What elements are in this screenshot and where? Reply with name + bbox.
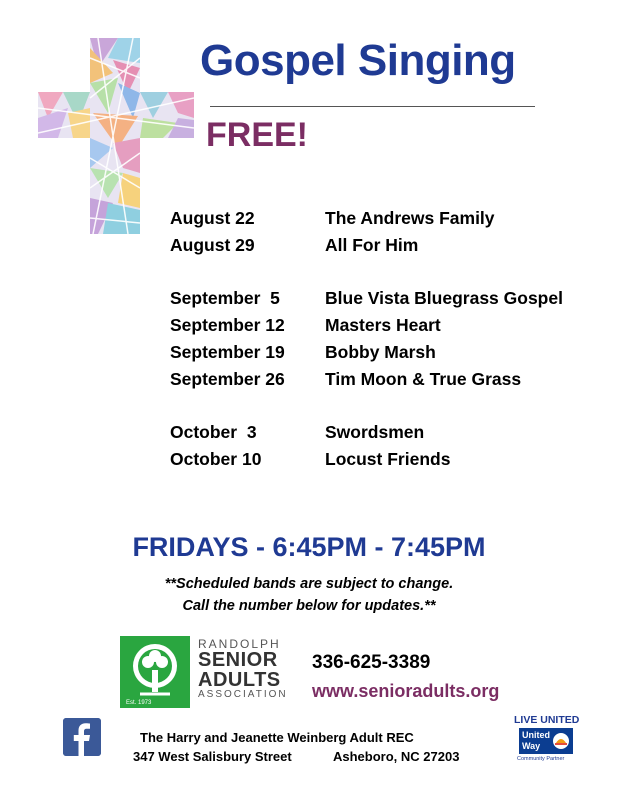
venue-city: Asheboro, NC 27203 [333, 749, 460, 764]
org-name-line2: SENIOR [198, 649, 278, 671]
schedule-list [170, 208, 610, 476]
org-name-line1: RANDOLPH [198, 637, 281, 651]
schedule-date: October 3 [170, 422, 257, 442]
schedule-band: Masters Heart [325, 315, 441, 335]
schedule-row [170, 449, 610, 476]
united-way-name-1: United [522, 730, 550, 740]
title-divider [210, 106, 535, 107]
rsaa-logo [120, 636, 295, 710]
united-way-name-2: Way [522, 741, 541, 751]
schedule-band: Blue Vista Bluegrass Gospel [325, 288, 563, 308]
schedule-row [170, 315, 610, 342]
org-name-line4: ASSOCIATION [198, 689, 288, 700]
event-time: FRIDAYS - 6:45PM - 7:45PM [132, 532, 486, 562]
tree-logo-icon [120, 636, 190, 708]
schedule-band: All For Him [325, 235, 419, 255]
schedule-row [170, 288, 610, 315]
schedule-date: October 10 [170, 449, 262, 469]
facebook-icon[interactable] [63, 718, 101, 756]
united-way-tagline: LIVE UNITED [514, 714, 580, 726]
schedule-date: September 19 [170, 342, 285, 362]
schedule-row [170, 235, 610, 262]
venue-name: The Harry and Jeanette Weinberg Adult REC [140, 730, 414, 745]
website-link[interactable]: www.senioradults.org [312, 681, 500, 701]
schedule-date: August 22 [170, 208, 255, 228]
schedule-date: August 29 [170, 235, 255, 255]
united-way-logo [514, 714, 580, 766]
org-name-line3: ADULTS [198, 669, 281, 691]
schedule-band: Tim Moon & True Grass [325, 369, 522, 389]
schedule-date: September 26 [170, 369, 285, 389]
stained-glass-cross-icon [38, 38, 194, 234]
note-line-1: **Scheduled bands are subject to change. [164, 576, 454, 592]
schedule-date: September 5 [170, 288, 280, 308]
schedule-date: September 12 [170, 315, 285, 335]
united-way-partner: Community Partner [517, 756, 565, 762]
schedule-band: Locust Friends [325, 449, 451, 469]
schedule-row [170, 208, 610, 235]
schedule-band: The Andrews Family [325, 208, 495, 228]
free-label: FREE! [206, 116, 308, 154]
schedule-band: Swordsmen [325, 422, 425, 442]
schedule-row [170, 422, 610, 449]
page-title: Gospel Singing [200, 36, 516, 85]
schedule-row [170, 342, 610, 369]
united-way-hand-icon [552, 732, 570, 750]
logo-est: Est. 1973 [126, 700, 152, 706]
schedule-row [170, 369, 610, 396]
phone-number[interactable]: 336-625-3389 [312, 652, 431, 673]
venue-street: 347 West Salisbury Street [133, 749, 292, 764]
schedule-band: Bobby Marsh [325, 342, 436, 362]
note-line-2: Call the number below for updates.** [182, 598, 436, 614]
